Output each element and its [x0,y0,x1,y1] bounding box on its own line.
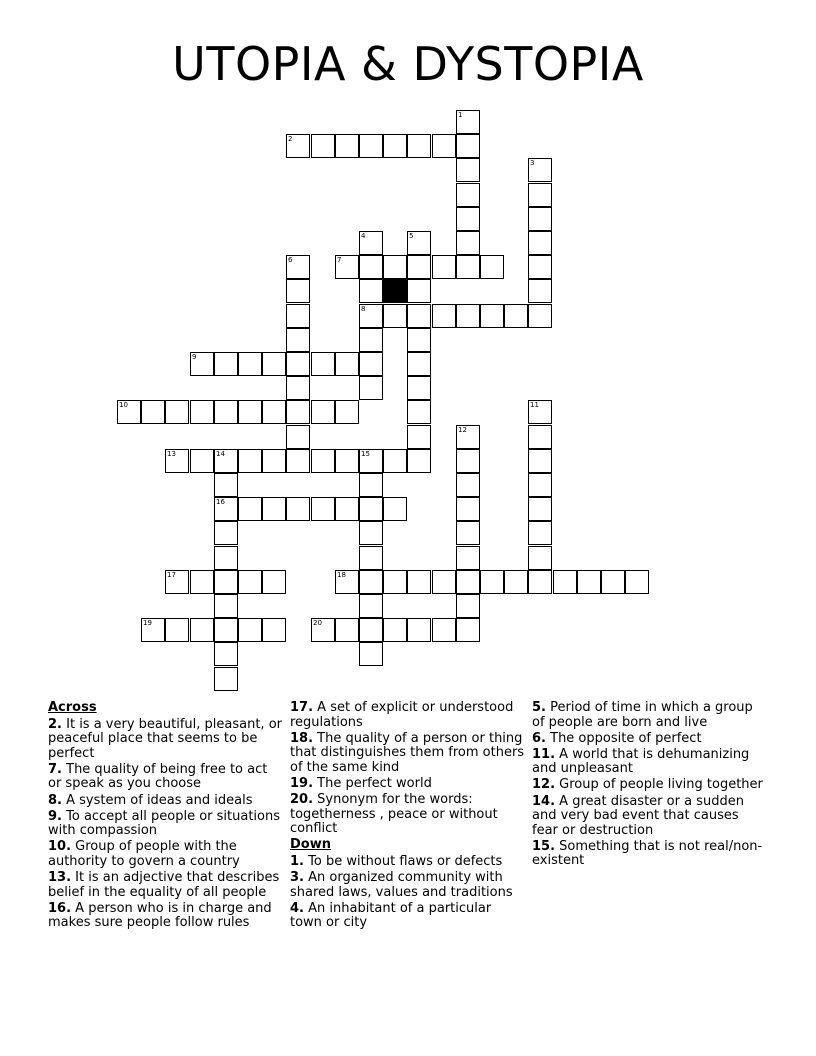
crossword-cell[interactable] [383,449,407,473]
crossword-cell[interactable] [214,570,238,594]
crossword-cell[interactable] [214,642,238,666]
crossword-cell[interactable] [359,594,383,618]
crossword-cell[interactable] [480,570,504,594]
crossword-cell[interactable] [214,352,238,376]
crossword-cell[interactable] [528,158,552,182]
crossword-cell[interactable] [480,304,504,328]
clue-number: 13 [167,450,176,458]
crossword-cell[interactable] [504,570,528,594]
crossword-cell[interactable] [456,546,480,570]
clue-number: 2 [288,135,293,143]
crossword-cell[interactable] [335,497,359,521]
crossword-cell[interactable] [528,570,552,594]
crossword-cell[interactable] [262,400,286,424]
crossword-cell[interactable] [214,667,238,691]
crossword-cell[interactable] [311,618,335,642]
crossword-cell[interactable] [407,328,431,352]
crossword-cell[interactable] [190,400,214,424]
crossword-cell[interactable] [359,279,383,303]
clue-down-1: 1. To be without flaws or defects [290,853,503,869]
crossword-cell[interactable] [286,352,310,376]
clue-number: 19 [143,619,152,627]
clue-across-10: 10. Group of people with the authority to govern a country [48,839,240,869]
clue-down-5: 5. Period of time in which a group of people are born and live [532,700,753,730]
clue-across-7: 7. The quality of being free to act or speak as you choose [48,761,268,792]
clue-down-4: 4. An inhabitant of a particular town or city [290,900,492,931]
crossword-cell[interactable] [383,304,407,328]
crossword-cell[interactable] [335,400,359,424]
clue-number: 3 [530,159,535,167]
clue-down-3: 3. An organized community with shared laws, values and traditions [290,870,513,900]
crossword-cell[interactable] [117,400,141,424]
clue-across-16: 16. A person who is in charge and makes sure people follow rules [48,900,272,931]
crossword-cell[interactable] [456,497,480,521]
crossword-cell[interactable] [528,449,552,473]
crossword-cell[interactable] [286,255,310,279]
crossword-cell[interactable] [407,570,431,594]
clue-number: 16 [216,498,225,506]
crossword-cell[interactable] [456,449,480,473]
crossword-cell[interactable] [262,449,286,473]
crossword-cell[interactable] [456,207,480,231]
clue-number: 12 [458,426,467,434]
crossword-cell[interactable] [238,497,262,521]
crossword-cell[interactable] [528,255,552,279]
crossword-cell[interactable] [286,449,310,473]
crossword-cell[interactable] [190,618,214,642]
crossword-cell[interactable] [528,304,552,328]
crossword-cell[interactable] [262,570,286,594]
clue-across-19: 19. The perfect world [290,775,432,791]
crossword-cell[interactable] [311,400,335,424]
clues-column-1 [48,701,284,932]
crossword-cell[interactable] [456,304,480,328]
crossword-cell[interactable] [456,521,480,545]
crossword-cell[interactable] [601,570,625,594]
clue-number: 20 [313,619,322,627]
clue-across-13: 13. It is an adjective that describes belief in the equality of all people [48,870,280,900]
crossword-cell[interactable] [480,255,504,279]
crossword-cell[interactable] [190,352,214,376]
crossword-cell[interactable] [528,497,552,521]
crossword-cell[interactable] [286,304,310,328]
crossword-cell[interactable] [504,304,528,328]
clue-down-15: 15. Something that is not real/non-existent [532,838,763,869]
crossword-cell[interactable] [407,231,431,255]
crossword-cell[interactable] [286,400,310,424]
crossword-cell[interactable] [359,352,383,376]
crossword-cell[interactable] [238,352,262,376]
crossword-cell[interactable] [359,376,383,400]
crossword-cell[interactable] [311,134,335,158]
crossword-cell[interactable] [214,473,238,497]
crossword-cell[interactable] [238,449,262,473]
crossword-cell[interactable] [262,618,286,642]
crossword-cell[interactable] [407,352,431,376]
crossword-cell[interactable] [311,497,335,521]
crossword-cell[interactable] [238,618,262,642]
crossword-cell[interactable] [141,400,165,424]
crossword-cell[interactable] [432,618,456,642]
crossword-cell[interactable] [383,255,407,279]
crossword-cell[interactable] [577,570,601,594]
crossword-cell[interactable] [311,352,335,376]
crossword-cell[interactable] [407,400,431,424]
crossword-cell[interactable] [141,618,165,642]
crossword-cell[interactable] [456,473,480,497]
crossword-cell[interactable] [528,473,552,497]
clue-number: 14 [216,450,225,458]
crossword-cell[interactable] [359,328,383,352]
crossword-cell[interactable] [335,449,359,473]
crossword-cell[interactable] [456,255,480,279]
clue-number: 5 [409,232,414,240]
crossword-cell[interactable] [335,618,359,642]
crossword-cell[interactable] [359,255,383,279]
crossword-cell[interactable] [190,570,214,594]
crossword-cell[interactable] [214,521,238,545]
clue-across-20: 20. Synonym for the words: togetherness , peace or without conflict [290,792,498,837]
crossword-cell[interactable] [359,570,383,594]
clue-down-14: 14. A great disaster or a sudden and very bad event that causes fear or destruction [532,793,744,838]
crossword-cell[interactable] [456,110,480,134]
puzzle-title: UTOPIA & DYSTOPIA [172,37,644,91]
clue-number: 4 [361,232,366,240]
crossword-cell[interactable] [214,449,238,473]
crossword-cell[interactable] [359,231,383,255]
crossword-cell[interactable] [286,279,310,303]
crossword-cell[interactable] [456,183,480,207]
crossword-cell[interactable] [432,255,456,279]
clue-across-2: 2. It is a very beautiful, pleasant, or peaceful place that seems to be perfect [48,716,282,761]
crossword-cell[interactable] [335,255,359,279]
crossword-cell[interactable] [407,449,431,473]
crossword-cell[interactable] [238,400,262,424]
crossword-cell[interactable] [286,328,310,352]
crossword-cell[interactable] [625,570,649,594]
crossword-cell[interactable] [165,570,189,594]
crossword-cell[interactable] [359,473,383,497]
crossword-cell[interactable] [383,497,407,521]
crossword-cell[interactable] [359,642,383,666]
clue-number: 7 [337,256,342,264]
crossword-cell[interactable] [335,570,359,594]
crossword-cell[interactable] [214,497,238,521]
crossword-cell[interactable] [407,376,431,400]
crossword-cell[interactable] [262,497,286,521]
clue-across-8: 8. A system of ideas and ideals [48,792,253,808]
crossword-cell[interactable] [528,231,552,255]
crossword-cell[interactable] [407,255,431,279]
crossword-cell[interactable] [528,207,552,231]
clue-number: 11 [530,401,539,409]
crossword-cell[interactable] [553,570,577,594]
crossword-cell[interactable] [214,546,238,570]
crossword-cell[interactable] [286,425,310,449]
crossword-cell[interactable] [165,618,189,642]
clue-across-9: 9. To accept all people or situations with compassion [48,808,280,839]
clue-number: 17 [167,571,176,579]
crossword-cell[interactable] [528,546,552,570]
clue-number: 18 [337,571,346,579]
clue-number: 10 [119,401,128,409]
crossword-cell[interactable] [456,594,480,618]
crossword-cell[interactable] [407,279,431,303]
crossword-cell[interactable] [214,400,238,424]
crossword-cell[interactable] [359,618,383,642]
crossword-cell[interactable] [383,570,407,594]
crossword-cell[interactable] [456,618,480,642]
clue-number: 8 [361,305,366,313]
crossword-cell[interactable] [456,570,480,594]
crossword-cell[interactable] [165,449,189,473]
clue-down-6: 6. The opposite of perfect [532,730,702,746]
crossword-cell[interactable] [262,352,286,376]
crossword-cell[interactable] [335,352,359,376]
crossword-cell[interactable] [407,134,431,158]
crossword-cell[interactable] [214,618,238,642]
clue-down-12: 12. Group of people living together [532,777,763,793]
crossword-cell[interactable] [383,618,407,642]
clue-number: 1 [458,111,463,119]
crossword-cell[interactable] [383,134,407,158]
crossword-cell[interactable] [432,134,456,158]
clues-column-3 [532,701,768,871]
crossword-cell[interactable] [407,304,431,328]
clue-across-18: 18. The quality of a person or thing that distinguishes them from others of the same kind [290,730,525,775]
down-header: Down [290,837,331,853]
crossword-cell[interactable] [528,183,552,207]
crossword-cell[interactable] [286,497,310,521]
crossword-cell[interactable] [286,134,310,158]
clue-down-11: 11. A world that is dehumanizing and unpleasant [532,746,750,777]
crossword-cell[interactable] [190,449,214,473]
crossword-cell[interactable] [456,134,480,158]
crossword-cell[interactable] [432,304,456,328]
crossword-cell[interactable] [165,400,189,424]
clue-number: 6 [288,256,293,264]
crossword-cell[interactable] [359,304,383,328]
crossword-cell[interactable] [214,594,238,618]
crossword-cell[interactable] [311,449,335,473]
across-header: Across [48,700,97,715]
clues-column-2 [290,701,526,932]
crossword-cell[interactable] [432,570,456,594]
crossword-cell[interactable] [528,521,552,545]
crossword-cell[interactable] [528,425,552,449]
crossword-cell[interactable] [528,400,552,424]
crossword-cell[interactable] [286,376,310,400]
crossword-cell[interactable] [335,134,359,158]
crossword-cell[interactable] [359,546,383,570]
clue-across-17: 17. A set of explicit or understood regulations [290,700,514,730]
crossword-cell[interactable] [528,279,552,303]
clue-number: 9 [192,353,197,361]
crossword-cell[interactable] [359,497,383,521]
black-square [383,279,407,303]
crossword-cell[interactable] [456,231,480,255]
crossword-cell[interactable] [359,449,383,473]
crossword-cell[interactable] [359,521,383,545]
crossword-cell[interactable] [407,618,431,642]
crossword-cell[interactable] [359,134,383,158]
crossword-cell[interactable] [456,158,480,182]
clue-number: 15 [361,450,370,458]
crossword-cell[interactable] [407,425,431,449]
crossword-cell[interactable] [238,570,262,594]
crossword-cell[interactable] [456,425,480,449]
